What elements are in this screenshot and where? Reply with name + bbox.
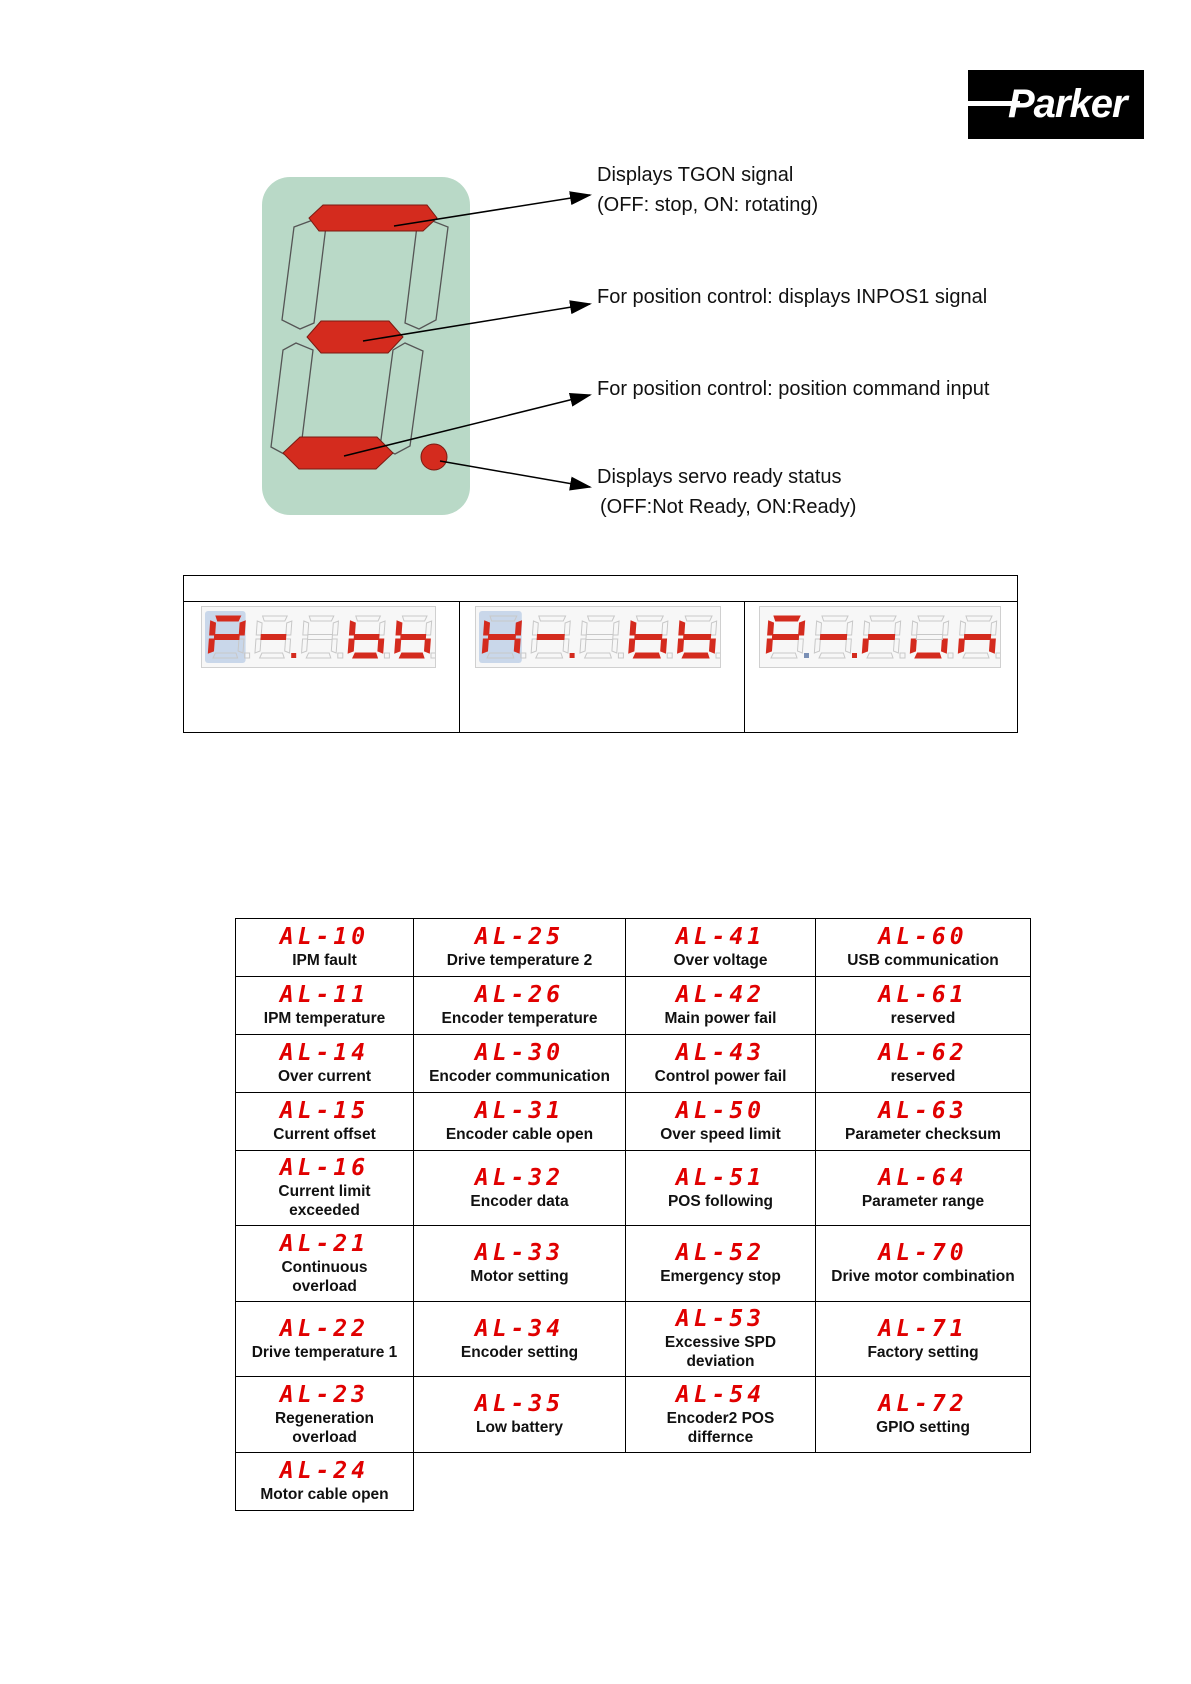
alarm-label: Factory setting [867,1343,979,1361]
alarm-label: Encoder data [470,1192,569,1210]
segment-lit [990,639,996,653]
empty-cell [626,1453,816,1511]
alarm-row [236,1453,1031,1511]
alarm-cell [236,1093,414,1151]
segment-unlit [894,639,900,653]
segment-lit [378,639,384,653]
alarm-cell [414,919,626,977]
segment-unlit [846,639,852,653]
alarm-cell [236,1226,414,1302]
decimal-dot [716,653,721,658]
segment-lit [799,621,805,635]
alarm-row [236,1151,1031,1226]
segment-lit [820,635,846,640]
alarm-cell [626,1093,816,1151]
segment-unlit [531,639,537,653]
alarm-label: Over voltage [673,952,768,969]
alarm-label: Encoder setting [460,1343,579,1361]
alarm-code: AL-43 [675,1040,766,1066]
alarm-code: AL-30 [474,1040,565,1066]
alarm-code: AL-42 [675,982,766,1008]
alarm-cell [816,1093,1031,1151]
alarm-cell [816,1377,1031,1453]
alarm-code: AL-53 [675,1306,766,1332]
alarm-row [236,1226,1031,1302]
alarm-code: AL-50 [675,1098,766,1124]
alarm-label: Current offset [273,1126,376,1143]
alarm-row [236,1302,1031,1377]
segment-unlit [356,616,381,621]
segment-lit [682,653,709,658]
segment-unlit [532,621,538,635]
alarm-label: Parameter range [861,1192,985,1210]
alarm-code: AL-60 [878,924,968,950]
alarm-label: Drive temperature 2 [446,952,593,969]
segment-lit [633,653,660,658]
segment-unlit [402,616,427,621]
callout-command-input-line1: For position control: position command input [597,378,990,400]
led-digit [910,616,953,658]
decimal-dot [804,653,809,658]
segment-unlit [819,653,845,658]
segment-unlit [814,639,820,653]
segment-lit [401,635,426,640]
segment-unlit [864,621,870,635]
segment-unlit [685,616,712,621]
segment-unlit [960,621,966,635]
alarm-cell [236,1453,414,1511]
led-digit [395,616,436,658]
segment-lit [537,635,564,640]
alarm-cell [816,977,1031,1035]
alarm-cell [236,1302,414,1377]
segment-lit [635,635,662,640]
segment-lit [958,639,964,653]
alarm-row [236,977,1031,1035]
segment-lit [629,639,635,653]
alarm-code: AL-14 [279,1040,370,1066]
alarm-cell [816,919,1031,977]
alarm-label: Drive temperature 1 [251,1343,398,1361]
segment-unlit [563,639,569,653]
segment-unlit [255,639,261,653]
alarm-label: Parameter checksum [845,1126,1001,1143]
alarm-label: Encoder2 POS differnce [666,1409,775,1446]
segment-unlit [816,621,822,635]
alarm-code: AL-71 [878,1315,968,1342]
segment-lit [353,653,378,658]
alarm-label: Encoder communication [429,1068,610,1085]
alarm-code: AL-33 [474,1240,565,1266]
alarm-label: Over current [277,1068,372,1085]
segment-lit [239,621,245,635]
segment-lit [515,621,521,635]
segment-unlit [963,653,989,658]
led-digit [302,616,343,658]
segment-unlit [285,639,291,653]
led-digit [678,616,721,658]
alarm-label: USB communication [847,952,999,969]
alarm-code: AL-63 [878,1098,968,1124]
segment-lit [514,639,520,653]
decimal-point [421,444,447,470]
segment-unlit [822,616,848,621]
alarm-cell [236,1151,414,1226]
alarm-cell [626,1377,816,1453]
alarm-cell [414,1226,626,1302]
alarm-cell [626,977,816,1035]
alarm-cell [626,1226,816,1302]
segment-unlit [260,653,285,658]
alarm-code: AL-51 [675,1164,766,1191]
alarm-code: AL-54 [675,1381,766,1408]
segment-unlit [263,616,288,621]
led-digit [862,616,905,658]
led-digit [255,616,296,658]
segment-unlit [303,621,309,635]
segment-lit [348,639,354,653]
segment-lit [354,635,379,640]
alarm-label: Encoder cable open [445,1126,594,1143]
segment-lit [399,653,424,658]
segment-unlit [379,621,385,635]
status-display-panel [475,606,721,668]
callout-command-input [597,374,989,404]
segment-unlit [867,653,893,658]
segment-unlit [612,639,618,653]
decimal-dot [667,653,672,658]
alarm-row [236,1377,1031,1453]
segment-lit [214,635,239,640]
segment-unlit [912,621,918,635]
segment-unlit [581,621,587,635]
decimal-dot [618,653,623,658]
alarm-cell [236,1035,414,1093]
decimal-dot [291,653,296,658]
segment-lit [684,635,711,640]
decimal-dot [431,653,436,658]
callout-servo-ready-line1: Displays servo ready status [597,466,842,488]
alarm-cell [626,1035,816,1093]
callout-tgon-line2: (OFF: stop, ON: rotating) [597,194,819,216]
segment-top [309,205,437,231]
led-digit [814,616,857,658]
segment-unlit [564,621,570,635]
alarm-label: Excessive SPD deviation [664,1334,777,1370]
segment-unlit [586,635,613,640]
alarm-label: Over speed limit [660,1126,781,1143]
alarm-code: AL-52 [675,1240,766,1266]
segment-lit [915,653,941,658]
decimal-dot [948,653,953,658]
segment-unlit [895,621,901,635]
status-display-panel [759,606,1001,668]
callout-tgon-line1: Displays TGON signal [597,164,794,186]
segment-lit [216,616,241,621]
alarm-cell [414,1302,626,1377]
alarm-label: reserved [890,1010,956,1027]
logo-text: Parker [1008,82,1127,126]
led-digit [531,616,574,658]
alarm-code: AL-10 [279,924,370,950]
led-digit [580,616,623,658]
segment-unlit [771,653,797,658]
alarm-cell [414,1151,626,1226]
segment-unlit [991,621,997,635]
alarm-cell [816,1302,1031,1377]
seven-segment-diagram [0,0,1191,540]
alarm-code: AL-64 [878,1164,968,1191]
alarm-label: Encoder temperature [441,1010,598,1027]
alarm-cell [626,919,816,977]
alarm-row [236,919,1031,977]
segment-unlit [918,616,944,621]
alarm-label: Regeneration overload [274,1409,375,1446]
segment-unlit [943,621,949,635]
status-table-divider [744,601,745,732]
callout-inpos1 [597,282,987,312]
segment-unlit [302,639,308,653]
segment-unlit [286,621,292,635]
segment-unlit [256,621,262,635]
segment-unlit [636,616,663,621]
segment-unlit [798,639,804,653]
alarm-cell [414,1377,626,1453]
led-digit [348,616,389,658]
alarm-label: Control power fail [654,1068,787,1085]
alarm-cell [236,1377,414,1453]
alarm-label: Current limit exceeded [278,1183,371,1219]
alarm-cell [414,977,626,1035]
alarm-label: Low battery [476,1419,563,1436]
segment-unlit [536,653,563,658]
alarm-label: IPM fault [292,952,357,969]
segment-unlit [588,616,615,621]
decimal-dot [338,653,343,658]
led-digit [766,616,809,658]
segment-lit [482,639,488,653]
alarm-label: Main power fail [664,1010,777,1027]
status-display-panel [201,606,436,668]
alarm-code: AL-31 [474,1098,565,1124]
alarm-label: IPM temperature [263,1010,386,1027]
segment-lit [910,639,916,653]
alarm-code: AL-35 [474,1391,565,1417]
alarm-label: Motor cable open [260,1486,389,1503]
alarm-label: POS following [667,1192,774,1210]
alarm-code: AL-72 [878,1391,968,1417]
alarm-label: GPIO setting [876,1419,970,1436]
alarm-cell [414,1093,626,1151]
segment-unlit [613,621,619,635]
segment-lit [768,621,774,635]
alarm-code: AL-62 [878,1040,968,1066]
segment-lit [679,621,685,635]
segment-lit [349,621,355,635]
alarm-code: AL-61 [878,982,968,1008]
decimal-dot [570,653,575,658]
segment-unlit [426,621,432,635]
segment-lit [208,639,214,653]
segment-lit [942,639,948,653]
segment-lit [484,621,490,635]
alarm-label: Continuous overload [281,1258,368,1295]
callout-servo-ready [597,462,856,522]
alarm-code: AL-70 [878,1240,968,1266]
segment-bottom [283,437,393,469]
alarm-code: AL-22 [279,1315,370,1342]
segment-unlit [916,635,942,640]
alarm-cell [816,1035,1031,1093]
empty-cell [414,1453,626,1511]
segment-unlit [585,653,612,658]
led-digit [958,616,1001,658]
alarm-code-table [235,918,1031,1511]
alarm-code: AL-15 [279,1098,370,1124]
segment-lit [425,639,431,653]
segment-unlit [308,635,333,640]
alarm-code: AL-26 [474,982,565,1008]
alarm-cell [816,1226,1031,1302]
alarm-row [236,1035,1031,1093]
segment-unlit [309,616,334,621]
alarm-cell [236,977,414,1035]
alarm-code: AL-16 [279,1155,370,1181]
status-table-header-row [184,576,1017,602]
alarm-cell [626,1302,816,1377]
callout-inpos1-line1: For position control: displays INPOS1 signal [597,286,988,308]
alarm-code: AL-21 [279,1230,370,1257]
callout-servo-ready-line2: (OFF:Not Ready, ON:Ready) [600,496,857,518]
alarm-cell [414,1035,626,1093]
decimal-dot [384,653,389,658]
alarm-cell [236,919,414,977]
status-display-table [183,575,1018,733]
alarm-code: AL-34 [474,1315,565,1342]
segment-unlit [332,621,338,635]
segment-lit [678,639,684,653]
segment-lit [396,621,402,635]
alarm-label: Motor setting [470,1268,569,1285]
segment-lit [774,616,800,621]
alarm-row [236,1093,1031,1151]
led-digit [629,616,672,658]
alarm-code: AL-41 [675,924,766,950]
segment-unlit [870,616,896,621]
segment-unlit [662,621,668,635]
decimal-dot [900,653,905,658]
segment-unlit [331,639,337,653]
decimal-dot [996,653,1001,658]
alarm-code: AL-32 [474,1164,565,1191]
segment-lit [395,639,401,653]
segment-lit [862,639,868,653]
alarm-label: Emergency stop [660,1268,781,1285]
empty-cell [816,1453,1031,1511]
segment-lit [964,635,990,640]
segment-lit [772,635,798,640]
segment-lit [210,621,216,635]
segment-lit [261,635,286,640]
decimal-dot [852,653,857,658]
segment-unlit [539,616,566,621]
segment-lit [766,639,772,653]
alarm-label: reserved [890,1068,956,1085]
segment-unlit [847,621,853,635]
segment-unlit [966,616,992,621]
status-table-divider [459,601,460,732]
alarm-cell [816,1151,1031,1226]
alarm-code: AL-11 [279,982,370,1008]
alarm-code: AL-23 [279,1381,370,1408]
segment-lit [868,635,894,640]
alarm-cell [626,1151,816,1226]
segment-unlit [306,653,331,658]
alarm-code: AL-25 [474,924,565,950]
segment-lit [710,639,716,653]
segment-lit [488,635,515,640]
alarm-label: Drive motor combination [831,1268,1015,1285]
callout-tgon [597,160,818,220]
segment-unlit [711,621,717,635]
segment-lit [661,639,667,653]
alarm-code: AL-24 [279,1458,370,1484]
segment-unlit [580,639,586,653]
segment-lit [630,621,636,635]
